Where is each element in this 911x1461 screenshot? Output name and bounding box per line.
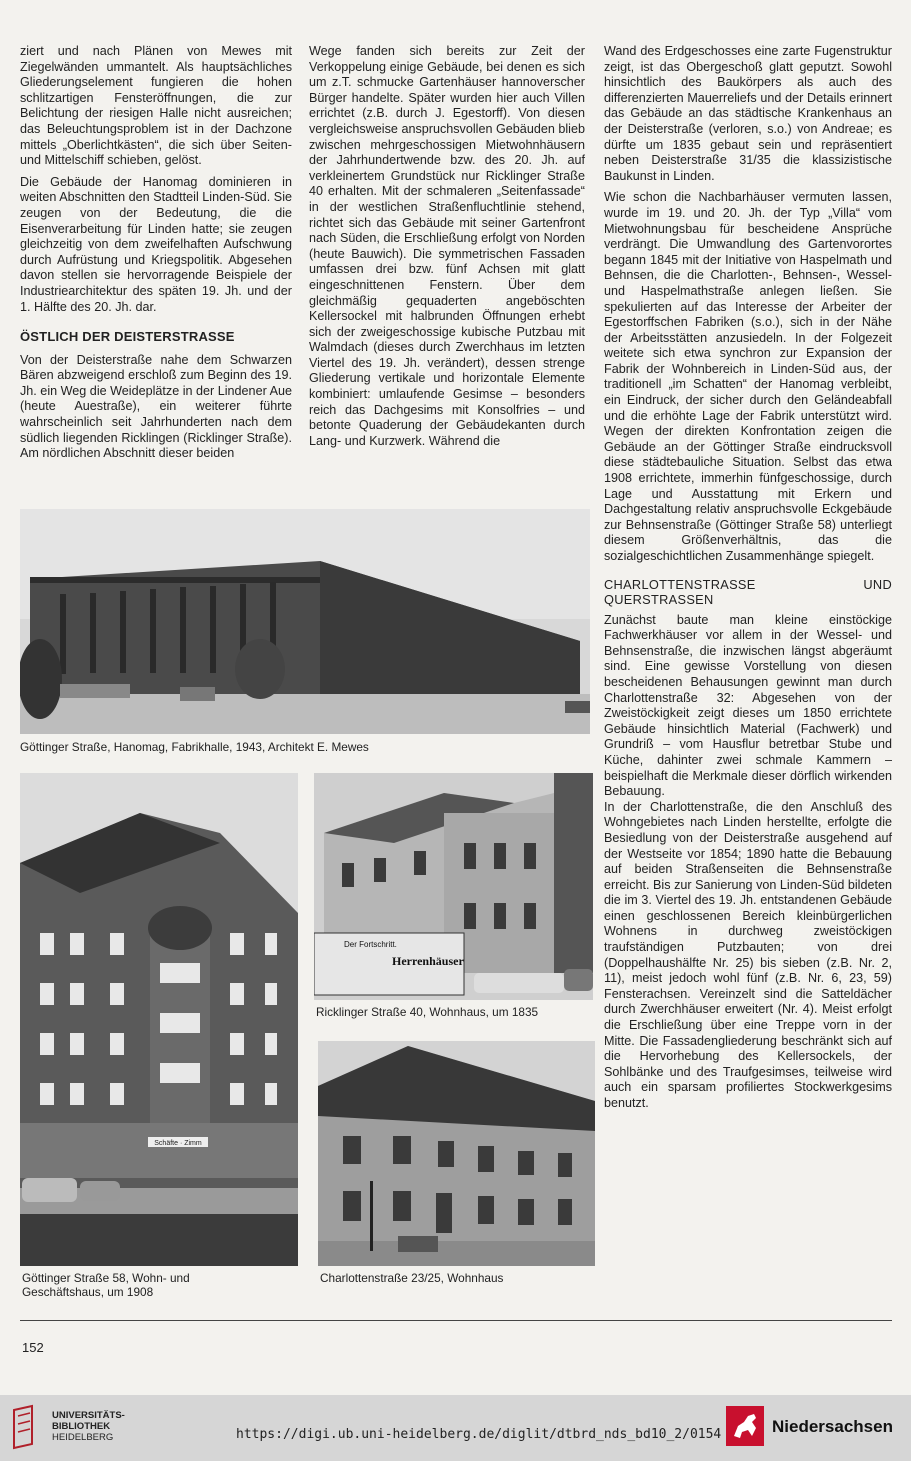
paragraph: Von der Deisterstraße nahe dem Schwarzen Bären abzweigend erschloß zum Beginn des 19. Jh. ein Weg die Weideplätze in der Lindener Aue (heute Auestraße), ein weiterer führte wahrscheinlich seit Jahrhunderten nach dem südlich liegenden Ricklingen (Ricklinger Straße). Am nördlichen Abschnitt dieser beiden (20, 352, 292, 461)
niedersachsen-label: Niedersachsen (772, 1417, 893, 1436)
paragraph: Wege fanden sich bereits zur Zeit der Verkoppelung einige Gebäude, bei denen es sich um z.T. schmucke Gartenhäuser hannoverscher Bürger handelte. Später wurden hier auch Villen errichtet (z.B. durch J. Egestorff). Von diesen vergleichsweise anspruchsvollen Gebäuden blieb zwischen mehrgeschossigen Mietwohnhäusern der Jahrhundertwende bzw. des 20. Jh. auf verkleinertem Grundstück nur Ricklinger Straße 40 erhalten. Mit der schmaleren „Seitenfassade“ in der westlichen Straßenfluchtlinie stehend, richtet sich das Gebäude mit seiner Gartenfront nach Süden, die Erschließung erfolgt von Norden (heute Bauwich). Die symmetrischen Fassaden umfassen drei bzw. fünf Achsen mit glatt eingeschnittenen Fenstern. Über dem gleichmäßig gequaderten angeböschten Kellersockel mit halbrunden Öffnungen erhebt sich der zweigeschossige kubische Putzbau mit Walmdach (dieses durch Zwerchhaus im letzten Viertel des 19. Jh. verändert), dessen strenge Gliederung vertikale und horizontale Elemente kombiniert: umlaufende Gesimse – besonders reich das Dachgesims mit Konsolfries – und betonte Quaderung der Gebäudekanten durch Lang- und Kurzwerk. Während die (309, 44, 585, 448)
university-library-name (52, 1410, 125, 1443)
paragraph: Die Gebäude der Hanomag dominieren in weiten Abschnitten den Stadtteil Linden-Süd. Sie zeugen von der Bedeutung, die die Eisenverarbeitung für Linden hatte; sie zeugen gleichzeitig von dem zweifelhaften Aufschwung durch Aufrüstung und Kriegspolitik. Abgesehen davon stellen sie hervorragende Beispiele der Industriearchitektur des späten 19. Jh. und der 1. Hälfte des 20. Jh. dar. (20, 174, 292, 314)
library-name-line: UNIVERSITÄTS- (52, 1410, 125, 1421)
photo-charlottenstrasse-23-25 (318, 1041, 595, 1266)
paragraph: Wie schon die Nachbarhäuser vermuten lassen, wurde im 19. und 20. Jh. der Typ „Villa“ vom Mietwohnungsbau für bescheidene Ansprüche verdrängt. Die Umwandlung des Gartenvorortes begann 1845 mit der Initiative von Haspelmath und Behnsen, die die Charlotten-, Behnsen-, Wessel- und Haspelmathstraße anlegen ließen. Sie spekulierten auf das Interesse der Arbeiter der Egestorffschen Fabriken (s.o.), sich in der Nähe der Arbeitsstätten anzusiedeln. In der Folgezeit weitete sich etwa synchron zur Expansion der Fabrik der Wohnbereich in Linden-Süd aus, der traditionell „im Schatten“ der Hanomag verbleibt, ein Eindruck, der sicher durch den Geländeabfall und die erhöhte Lage der Fabrik unterstützt wird. Wegen der direkten Konfrontation zeigen die Gebäude an der Göttinger Straße eindrucksvoll diese städtebauliche Situation. Selbst das etwa 1908 errichtete, immerhin fünfgeschossige, durch Lage und Ausstattung mit Erkern und Dachgestaltung relativ anspruchsvolle Eckgebäude zur Behnsenstraße (Göttinger Straße 58) unterliegt diesem Größenverhältnis, das die sozialgeschichtlichen Zusammenhänge spiegelt. (604, 190, 892, 563)
university-library-logo-icon[interactable] (10, 1404, 48, 1450)
paragraph: Zunächst baute man kleine einstöckige Fachwerkhäuser vor allem in der Wessel- und Behnsenstraße, die inzwischen längst abgeräumt sind. Eine gewisse Vorstellung von diesen bescheidenen Behausungen gewinnt man durch Charlottenstraße 32: Abgesehen von der Zweistöckigkeit zeigt dieses um 1850 errichtete Gebäude hinsichtlich Material (Fachwerk) und Grundriß – vom Hausflur betretbar Stube und Küche, dahinter zwei schmale Kammern – beispielhaft die Merkmale dieser dörflich wirkenden Bebauung. (604, 612, 892, 799)
photo-goettinger-strasse-58 (20, 773, 298, 1266)
library-name-line: HEIDELBERG (52, 1432, 114, 1443)
photo-hanomag-factory-hall (20, 509, 590, 734)
library-name-line: BIBLIOTHEK (52, 1421, 111, 1432)
photo-caption: Göttinger Straße 58, Wohn- und Geschäftshaus, um 1908 (22, 1271, 190, 1299)
text-column-1 (20, 44, 292, 468)
photo-caption: Göttinger Straße, Hanomag, Fabrikhalle, 1943, Architekt E. Mewes (20, 740, 369, 754)
photo-ricklinger-strasse-40 (314, 773, 593, 1000)
paragraph: In der Charlottenstraße, die den Anschluß des Wohngebietes nach Linden herstellte, erfolgte die Besiedlung von der Deisterstraße ausgehend auf der Westseite vor 1854; 1890 hatte die Bebauung auf beiden Straßenseiten die Behnsenstraße erreicht. Bis zur Sanierung von Linden-Süd bildeten die im 3. Viertel des 19. Jh. entstandenen Gebäude einen geschlossenen Bereich kleinbürgerlichen Wohnens in durchweg zweistöckigen traufständigen Putzbauten; von drei (Doppelhaushälfte Nr. 25) bis sieben (z.B. Nr. 2, 11), meist jedoch wohl fünf (z.B. Nr. 6, 23, 59) Fensterachsen. Vereinzelt sind die Satteldächer durch Zwerchhäuser erweitert (Nr. 4). Meist erfolgt die Erschließung über eine Treppe vorn in der Mitte. Die Fassadengliederung beschränkt sich auf die Hervorhebung des Kellersockels, der Sohlbänke und des Traufgesimses, teilweise wird auch ein sparsam profiliertes Stockwerkgesims benutzt. (604, 799, 892, 1110)
permalink-url[interactable]: https://digi.ub.uni-heidelberg.de/diglit/dtbrd_nds_bd10_2/0154 (236, 1427, 722, 1442)
paragraph: Wand des Erdgeschosses eine zarte Fugenstruktur zeigt, ist das Obergeschoß glatt geputzt. Sowohl hinsichtlich des Baukörpers als auch des differenzierten Mauerreliefs und der Details erinnert das Gebäude an das städtische Krankenhaus an der Deisterstraße (verloren, s.o.) von Andreae; es dürfte um 1835 gebaut sein und repräsentiert neben Deisterstraße 31/35 die klassizistische Baukunst in Linden. (604, 44, 892, 183)
photo-caption: Ricklinger Straße 40, Wohnhaus, um 1835 (316, 1005, 539, 1019)
niedersachsen-logo[interactable] (726, 1406, 902, 1448)
niedersachsen-horse-icon (726, 1406, 764, 1446)
page-rule (20, 1320, 892, 1321)
section-heading: ÖSTLICH DER DEISTERSTRASSE (20, 329, 235, 345)
photo-caption: Charlottenstraße 23/25, Wohnhaus (320, 1271, 504, 1285)
shop-sign-text: Schäfte · Zimm (154, 1140, 202, 1147)
section-heading: CHARLOTTENSTRASSE UND QUERSTRASSEN (604, 576, 892, 607)
text-column-2 (309, 44, 585, 455)
billboard-text: Der Fortschritt. (344, 940, 397, 949)
page-number: 152 (22, 1340, 44, 1355)
billboard-brand-text: Herrenhäuser (392, 954, 464, 968)
paragraph: ziert und nach Plänen von Mewes mit Ziegelwänden ummantelt. Als hauptsächliches Gliederungselement fungieren die hohen schlitzartigen Fensteröffnungen, die zur Belichtung der riesigen Halle nicht ausreichen; das Beleuchtungsproblem ist in der Dachzone mittels „Oberlichtkästen“, die sich über Seiten- und Mittelschiff schieben, gelöst. (20, 44, 292, 168)
text-column-3 (604, 44, 892, 1118)
